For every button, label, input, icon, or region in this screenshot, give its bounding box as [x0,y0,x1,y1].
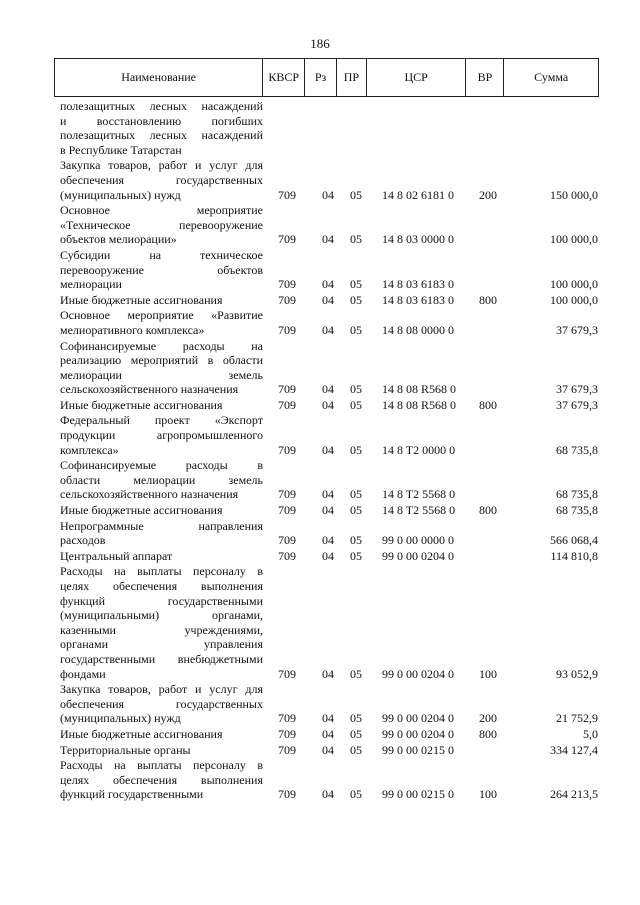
cell-csr: 99 0 00 0204 0 [382,726,454,741]
row-name-line: Иные бюджетные ассигнования [60,397,223,412]
cell-sum: 566 068,4 [550,533,598,548]
table-row [60,727,600,742]
header-sum: Сумма [534,70,569,84]
table-row [60,308,600,337]
cell-sum: 334 127,4 [550,742,598,757]
row-name-line: Основное мероприятие [60,203,263,218]
header-name: Наименование [55,59,263,96]
cell-rz: 04 [322,397,334,412]
row-codes [60,188,600,203]
cell-sum: 100 000,0 [550,232,598,247]
table-row [60,458,600,502]
row-name-line: расходов [60,533,106,548]
cell-sum: 150 000,0 [550,187,598,202]
table-row [60,758,600,802]
row-name-line: функций государственными [60,787,204,802]
row-codes [60,711,600,726]
cell-csr: 99 0 00 0204 0 [382,666,454,681]
row-codes [60,293,600,308]
cell-vr: 100 [479,666,497,681]
row-name-line: Иные бюджетные ассигнования [60,726,223,741]
cell-rz: 04 [322,277,334,292]
header-vr: ВР [466,59,504,96]
cell-sum: 68 735,8 [556,442,598,457]
row-name-line: обеспечения государственных [60,172,263,187]
row-codes [60,443,600,458]
cell-pr: 05 [350,397,362,412]
row-codes [60,503,600,518]
cell-kvsr: 709 [278,382,296,397]
header-rz: Рз [305,59,337,96]
row-name-line: и восстановлению погибших [60,113,263,128]
cell-csr: 14 8 T2 0000 0 [382,442,456,457]
cell-kvsr: 709 [278,292,296,307]
cell-vr: 100 [479,787,497,802]
cell-kvsr: 709 [278,397,296,412]
cell-csr: 99 0 00 0204 0 [382,711,454,726]
table-row [60,339,600,397]
cell-csr: 14 8 03 6183 0 [382,277,454,292]
row-name-line: сельскохозяйственного назначения [60,382,239,397]
cell-sum: 21 752,9 [556,711,598,726]
row-name-line: в Республике Татарстан [60,142,182,157]
cell-vr: 200 [479,711,497,726]
cell-kvsr: 709 [278,487,296,502]
cell-sum: 93 052,9 [556,666,598,681]
cell-rz: 04 [322,292,334,307]
cell-kvsr: 709 [278,277,296,292]
cell-kvsr: 709 [278,187,296,202]
cell-pr: 05 [350,277,362,292]
cell-sum: 68 735,8 [556,487,598,502]
row-name-line: Территориальные органы [60,742,191,757]
cell-pr: 05 [350,187,362,202]
row-name-line: органами управления [60,637,263,652]
table-row [60,549,600,564]
row-codes [60,549,600,564]
cell-kvsr: 709 [278,503,296,518]
row-name-line: Основное мероприятие «Развитие [60,308,263,323]
table-row [60,248,600,292]
row-name-line: объектов мелиорации» [60,232,177,247]
row-name-line: государственными внебюджетными [60,651,263,666]
table-row [60,413,600,457]
cell-csr: 14 8 03 6183 0 [382,292,454,307]
cell-csr: 14 8 T2 5568 0 [382,503,456,518]
table-header [54,58,599,97]
table-row [60,564,600,681]
cell-pr: 05 [350,503,362,518]
cell-csr: 14 8 03 0000 0 [382,232,454,247]
row-name-line: мелиоративного комплекса» [60,322,205,337]
row-name-line: комплекса» [60,442,119,457]
row-name-line: мелиорации земель [60,367,263,382]
cell-sum: 37 679,3 [556,397,598,412]
cell-sum: 100 000,0 [550,277,598,292]
row-codes [60,232,600,247]
row-codes [60,533,600,548]
table-row [60,519,600,548]
row-codes [60,743,600,758]
cell-kvsr: 709 [278,533,296,548]
cell-pr: 05 [350,742,362,757]
cell-csr: 14 8 08 R568 0 [382,382,457,397]
cell-rz: 04 [322,232,334,247]
cell-pr: 05 [350,548,362,563]
row-codes [60,727,600,742]
cell-sum: 5,0 [583,726,598,741]
cell-rz: 04 [322,382,334,397]
row-name-line: функций государственными [60,593,263,608]
cell-pr: 05 [350,322,362,337]
row-name-line: полезащитных лесных насаждений [60,99,263,113]
row-name-line: целях обеспечения выполнения [60,772,263,787]
cell-kvsr: 709 [278,742,296,757]
row-name-line: «Техническое перевооружение [60,217,263,232]
row-name-line: (муниципальными) органами, [60,608,263,623]
cell-kvsr: 709 [278,322,296,337]
cell-pr: 05 [350,232,362,247]
table-body [60,99,600,803]
row-name-line: Расходы на выплаты персоналу в [60,564,263,579]
header-csr: ЦСР [367,59,467,96]
row-name-line: целях обеспечения выполнения [60,579,263,593]
row-name-line: Иные бюджетные ассигнования [60,292,223,307]
row-name-line: Софинансируемые расходы в [60,458,263,473]
cell-rz: 04 [322,442,334,457]
row-name-line: Закупка товаров, работ и услуг для [60,158,263,173]
cell-csr: 14 8 08 0000 0 [382,322,454,337]
row-name-line: (муниципальных) нужд [60,187,181,202]
cell-rz: 04 [322,548,334,563]
row-name-line: Федеральный проект «Экспорт [60,413,263,428]
cell-rz: 04 [322,742,334,757]
row-name-line: Софинансируемые расходы на [60,338,263,353]
table-row [60,398,600,413]
cell-sum: 37 679,3 [556,382,598,397]
cell-vr: 200 [479,187,497,202]
row-name-line: Центральный аппарат [60,548,173,563]
cell-kvsr: 709 [278,232,296,247]
table-row [60,503,600,518]
cell-kvsr: 709 [278,666,296,681]
cell-rz: 04 [322,322,334,337]
cell-vr: 800 [479,292,497,307]
cell-pr: 05 [350,487,362,502]
cell-rz: 04 [322,503,334,518]
cell-csr: 99 0 00 0215 0 [382,787,454,802]
cell-pr: 05 [350,726,362,741]
row-name-line: фондами [60,666,106,681]
cell-csr: 14 8 02 6181 0 [382,187,454,202]
cell-csr: 99 0 00 0215 0 [382,742,454,757]
row-name-line: Иные бюджетные ассигнования [60,503,223,518]
row-name-line: обеспечения государственных [60,696,263,711]
table-row [60,743,600,758]
row-name-line: Расходы на выплаты персоналу в [60,758,263,773]
row-codes [60,667,600,682]
cell-sum: 114 810,8 [550,548,598,563]
row-name-line: (муниципальных) нужд [60,711,181,726]
cell-csr: 14 8 08 R568 0 [382,397,457,412]
row-name [60,564,263,681]
cell-sum: 100 000,0 [550,292,598,307]
table-row [60,158,600,202]
row-name-line: Субсидии на техническое [60,247,263,262]
cell-pr: 05 [350,442,362,457]
cell-kvsr: 709 [278,711,296,726]
page-number: 186 [310,36,330,51]
row-codes [60,487,600,502]
cell-csr: 14 8 T2 5568 0 [382,487,456,502]
cell-vr: 800 [479,503,497,518]
cell-sum: 264 213,5 [550,787,598,802]
row-codes [60,323,600,338]
table-row [60,293,600,308]
cell-vr: 800 [479,397,497,412]
row-codes [60,398,600,413]
cell-vr: 800 [479,726,497,741]
cell-rz: 04 [322,187,334,202]
cell-rz: 04 [322,726,334,741]
cell-sum: 68 735,8 [556,503,598,518]
cell-pr: 05 [350,711,362,726]
table-row [60,203,600,247]
row-codes [60,143,600,158]
table-row [60,682,600,726]
cell-pr: 05 [350,292,362,307]
row-codes [60,787,600,802]
row-name-line: сельскохозяйственного назначения [60,487,239,502]
row-name-line: полезащитных лесных насаждений [60,128,263,143]
row-name-line: области мелиорации земель [60,472,263,487]
row-name-line: казенными учреждениями, [60,622,263,637]
row-codes [60,382,600,397]
cell-rz: 04 [322,666,334,681]
header-kvsr: КВСР [263,59,305,96]
row-name-line: Непрограммные направления [60,518,263,533]
header-pr: ПР [337,59,367,96]
cell-csr: 99 0 00 0000 0 [382,533,454,548]
cell-pr: 05 [350,382,362,397]
row-name-line: мелиорации [60,277,122,292]
cell-rz: 04 [322,487,334,502]
cell-kvsr: 709 [278,787,296,802]
row-name-line: перевооружение объектов [60,262,263,277]
table-row [60,99,600,157]
cell-kvsr: 709 [278,726,296,741]
cell-kvsr: 709 [278,442,296,457]
row-name-line: продукции агропромышленного [60,428,263,443]
row-codes [60,277,600,292]
cell-csr: 99 0 00 0204 0 [382,548,454,563]
cell-pr: 05 [350,666,362,681]
row-name-line: Закупка товаров, работ и услуг для [60,682,263,697]
cell-rz: 04 [322,533,334,548]
row-name-line: реализацию мероприятий в области [60,353,263,368]
cell-rz: 04 [322,711,334,726]
cell-pr: 05 [350,533,362,548]
cell-pr: 05 [350,787,362,802]
cell-rz: 04 [322,787,334,802]
cell-sum: 37 679,3 [556,322,598,337]
cell-kvsr: 709 [278,548,296,563]
